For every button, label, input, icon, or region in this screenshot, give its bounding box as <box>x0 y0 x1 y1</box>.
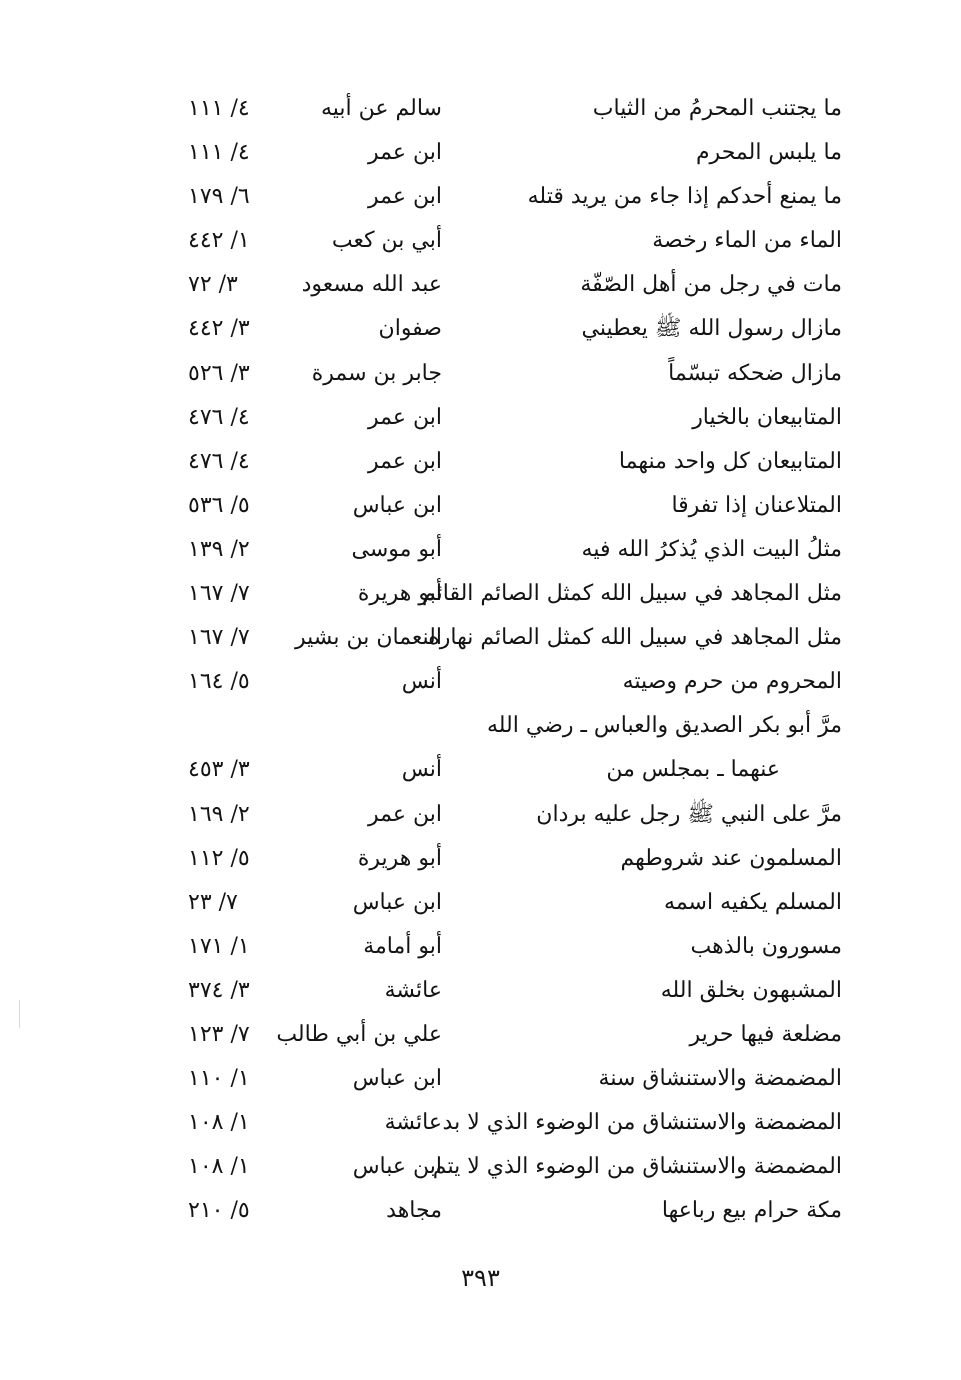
hadith-text: المضمضة والاستنشاق من الوضوء الذي لا يتم <box>432 1154 842 1180</box>
narrator-name: عائشة <box>384 977 442 1003</box>
volume-page-reference: ٤/ ٤٧٦ <box>188 448 250 474</box>
hadith-text: ما يجتنب المحرمُ من الثياب <box>592 96 842 121</box>
narrator-name: أنس <box>401 757 442 783</box>
narrator-name: النعمان بن بشير <box>294 625 442 651</box>
hadith-text: مضلعة فيها حرير <box>689 1021 842 1047</box>
volume-page-reference: ١/ ١٠٨ <box>188 1154 250 1180</box>
index-entry <box>140 838 850 882</box>
index-entry <box>140 88 850 132</box>
volume-page-reference: ٧/ ١٦٧ <box>188 625 250 651</box>
volume-page-reference: ٣/ ٣٧٤ <box>188 977 250 1003</box>
narrator-name: أبو هريرة <box>357 581 442 607</box>
index-entry <box>140 617 850 661</box>
hadith-text: المتلاعنان إذا تفرقا <box>671 492 842 518</box>
narrator-name: ابن عمر <box>368 184 442 210</box>
index-entry <box>140 485 850 529</box>
margin-mark <box>19 1000 20 1028</box>
hadith-text: ما يلبس المحرم <box>695 140 842 166</box>
index-entry <box>140 308 850 352</box>
hadith-text: مرَّ أبو بكر الصديق والعباس ـ رضي الله <box>486 713 842 739</box>
narrator-name: ابن عباس <box>352 1066 442 1092</box>
index-entry <box>140 441 850 485</box>
index-entry <box>140 132 850 176</box>
hadith-index-list <box>140 88 850 1234</box>
narrator-name: أبي بن كعب <box>331 228 442 254</box>
hadith-text: الماء من الماء رخصة <box>652 228 842 254</box>
narrator-name: جابر بن سمرة <box>311 360 442 386</box>
narrator-name: ابن عمر <box>368 404 442 430</box>
index-entry <box>140 926 850 970</box>
index-entry <box>140 882 850 926</box>
page-number: ٣٩٣ <box>461 1264 500 1292</box>
volume-page-reference: ٧/ ٢٣ <box>188 889 238 915</box>
hadith-text: مثل المجاهد في سبيل الله كمثل الصائم القائم <box>421 581 842 607</box>
narrator-name: أبو هريرة <box>357 845 442 871</box>
volume-page-reference: ٦/ ١٧٩ <box>188 184 250 210</box>
narrator-name: عبد الله مسعود <box>301 272 442 298</box>
volume-page-reference: ١/ ١٧١ <box>188 933 250 959</box>
hadith-text: المضمضة والاستنشاق من الوضوء الذي لا بد <box>442 1110 842 1136</box>
volume-page-reference: ٤/ ٤٧٦ <box>188 404 250 430</box>
index-entry <box>140 573 850 617</box>
index-entry <box>140 529 850 573</box>
volume-page-reference: ٧/ ١٦٧ <box>188 581 250 607</box>
volume-page-reference: ٤/ ١١١ <box>188 96 250 121</box>
volume-page-reference: ١/ ١١٠ <box>188 1066 250 1092</box>
volume-page-reference: ٣/ ٤٤٢ <box>188 316 250 342</box>
narrator-name: ابن عباس <box>352 492 442 518</box>
volume-page-reference: ٧/ ١٢٣ <box>188 1021 250 1047</box>
narrator-name: مجاهد <box>386 1198 442 1224</box>
volume-page-reference: ٥/ ١١٢ <box>188 845 250 871</box>
narrator-name: أنس <box>401 669 442 695</box>
index-entry <box>140 397 850 441</box>
index-entry <box>140 1058 850 1102</box>
narrator-name: ابن عمر <box>368 801 442 827</box>
volume-page-reference: ٥/ ٢١٠ <box>188 1198 250 1224</box>
hadith-text: مات في رجل من أهل الصّفّة <box>580 272 842 298</box>
hadith-text: المسلم يكفيه اسمه <box>664 889 842 915</box>
hadith-text: المسلمون عند شروطهم <box>620 845 842 871</box>
hadith-text: عنهما ـ بمجلس من <box>606 757 780 783</box>
volume-page-reference: ٣/ ٧٢ <box>188 272 238 298</box>
narrator-name: صفوان <box>378 316 442 342</box>
narrator-name: ابن عمر <box>368 448 442 474</box>
hadith-text: المضمضة والاستنشاق سنة <box>598 1066 842 1092</box>
hadith-text: المتابيعان كل واحد منهما <box>618 448 842 474</box>
hadith-text: المحروم من حرم وصيته <box>622 669 842 695</box>
index-entry <box>140 705 850 749</box>
volume-page-reference: ٣/ ٥٢٦ <box>188 360 250 386</box>
volume-page-reference: ٥/ ٥٣٦ <box>188 492 250 518</box>
volume-page-reference: ٢/ ١٣٩ <box>188 536 250 562</box>
narrator-name: علي بن أبي طالب <box>276 1021 442 1047</box>
index-entry <box>140 264 850 308</box>
index-entry <box>140 353 850 397</box>
hadith-text: المشبهون بخلق الله <box>660 977 842 1003</box>
hadith-text: مثلُ البيت الذي يُذكرُ الله فيه <box>581 536 842 562</box>
hadith-text: مازال ضحكه تبسّماً <box>668 360 842 386</box>
narrator-name: أبو أمامة <box>363 933 442 959</box>
index-entry <box>140 749 850 793</box>
hadith-text: مرَّ على النبي ﷺ رجل عليه بردان <box>536 801 842 827</box>
hadith-text: المتابيعان بالخيار <box>692 404 842 430</box>
narrator-name: ابن عمر <box>368 140 442 166</box>
narrator-name: ابن عباس <box>352 889 442 915</box>
index-entry <box>140 1190 850 1234</box>
index-entry <box>140 1102 850 1146</box>
hadith-text: مثل المجاهد في سبيل الله كمثل الصائم نهاره <box>428 625 842 651</box>
narrator-name: سالم عن أبيه <box>320 96 442 121</box>
volume-page-reference: ١/ ٤٤٢ <box>188 228 250 254</box>
narrator-name: ابن عباس <box>352 1154 442 1180</box>
hadith-text: مسورون بالذهب <box>690 933 842 959</box>
index-entry <box>140 1146 850 1190</box>
narrator-name: عائشة <box>384 1110 442 1136</box>
hadith-text: مكة حرام بيع رباعها <box>661 1198 842 1224</box>
index-entry <box>140 176 850 220</box>
index-entry <box>140 220 850 264</box>
index-entry <box>140 970 850 1014</box>
volume-page-reference: ٢/ ١٦٩ <box>188 801 250 827</box>
volume-page-reference: ٤/ ١١١ <box>188 140 250 166</box>
volume-page-reference: ٥/ ١٦٤ <box>188 669 250 695</box>
hadith-text: ما يمنع أحدكم إذا جاء من يريد قتله <box>527 184 842 210</box>
volume-page-reference: ٣/ ٤٥٣ <box>188 757 250 783</box>
index-entry <box>140 661 850 705</box>
index-entry <box>140 1014 850 1058</box>
narrator-name: أبو موسى <box>351 536 442 562</box>
volume-page-reference: ١/ ١٠٨ <box>188 1110 250 1136</box>
hadith-text: مازال رسول الله ﷺ يعطيني <box>581 316 842 342</box>
index-entry <box>140 794 850 838</box>
